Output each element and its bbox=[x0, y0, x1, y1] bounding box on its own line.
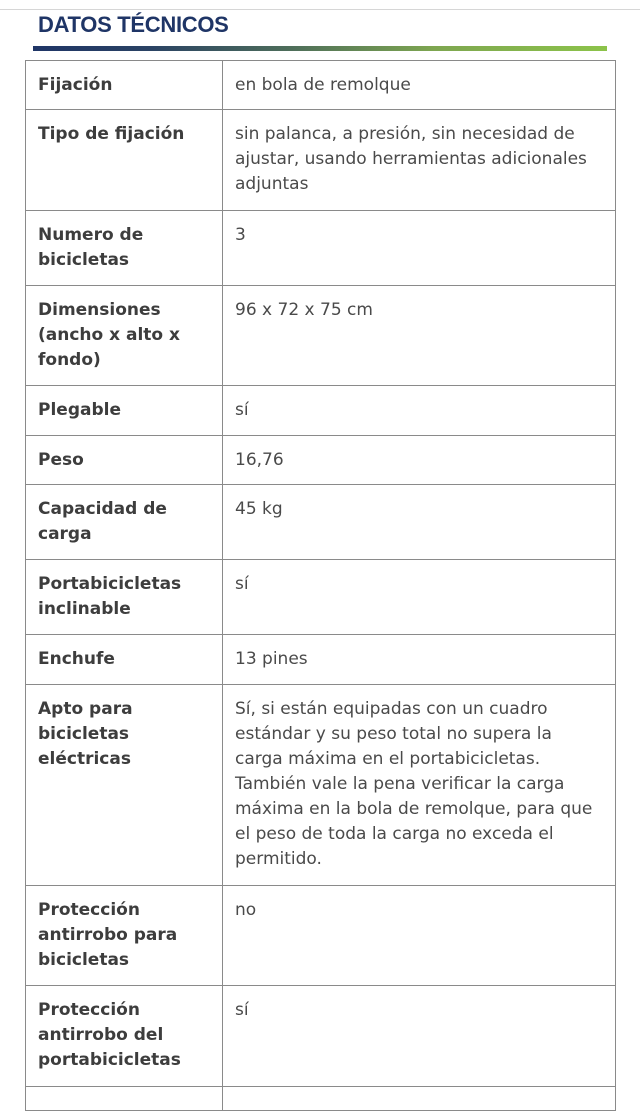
spec-value: sí bbox=[223, 986, 616, 1087]
spec-label bbox=[26, 1087, 223, 1111]
spec-value: no bbox=[223, 886, 616, 986]
spec-label: Peso bbox=[26, 436, 223, 485]
spec-row bbox=[26, 886, 616, 986]
spec-label: Dimensiones (ancho x alto x fondo) bbox=[26, 286, 223, 386]
spec-label: Protección antirrobo para bicicletas bbox=[26, 886, 223, 986]
spec-row bbox=[26, 986, 616, 1087]
spec-row bbox=[26, 211, 616, 286]
spec-row bbox=[26, 560, 616, 635]
spec-value bbox=[223, 1087, 616, 1111]
spec-label: Apto para bicicletas eléctricas bbox=[26, 685, 223, 886]
spec-value: sí bbox=[223, 560, 616, 635]
spec-row bbox=[26, 61, 616, 110]
spec-value: 3 bbox=[223, 211, 616, 286]
spec-row bbox=[26, 110, 616, 211]
spec-label: Tipo de fijación bbox=[26, 110, 223, 211]
spec-label: Protección antirrobo del portabicicletas bbox=[26, 986, 223, 1087]
spec-label: Capacidad de carga bbox=[26, 485, 223, 560]
spec-value: 45 kg bbox=[223, 485, 616, 560]
section-title: DATOS TÉCNICOS bbox=[38, 12, 229, 37]
spec-row bbox=[26, 685, 616, 886]
technical-specs-table bbox=[25, 60, 616, 1111]
spec-value: 16,76 bbox=[223, 436, 616, 485]
title-gradient-underline bbox=[33, 46, 607, 51]
spec-row bbox=[26, 1087, 616, 1111]
spec-row bbox=[26, 485, 616, 560]
spec-row bbox=[26, 635, 616, 685]
spec-label: Enchufe bbox=[26, 635, 223, 685]
spec-value: sin palanca, a presión, sin necesidad de ajustar, usando herramientas adicionales adjuntas bbox=[223, 110, 616, 211]
spec-label: Numero de bicicletas bbox=[26, 211, 223, 286]
spec-label: Fijación bbox=[26, 61, 223, 110]
spec-row bbox=[26, 286, 616, 386]
spec-value: 13 pines bbox=[223, 635, 616, 685]
spec-value: en bola de remolque bbox=[223, 61, 616, 110]
spec-label: Portabicicletas inclinable bbox=[26, 560, 223, 635]
spec-value: Sí, si están equipadas con un cuadro estándar y su peso total no supera la carga máxima en el portabicicletas. También vale la pena verificar la carga máxima en la bola de remolque, para que el peso de toda la carga no exceda el permitido. bbox=[223, 685, 616, 886]
spec-row bbox=[26, 436, 616, 485]
spec-label: Plegable bbox=[26, 386, 223, 436]
spec-value: sí bbox=[223, 386, 616, 436]
spec-row bbox=[26, 386, 616, 436]
top-divider bbox=[0, 9, 640, 10]
spec-value: 96 x 72 x 75 cm bbox=[223, 286, 616, 386]
